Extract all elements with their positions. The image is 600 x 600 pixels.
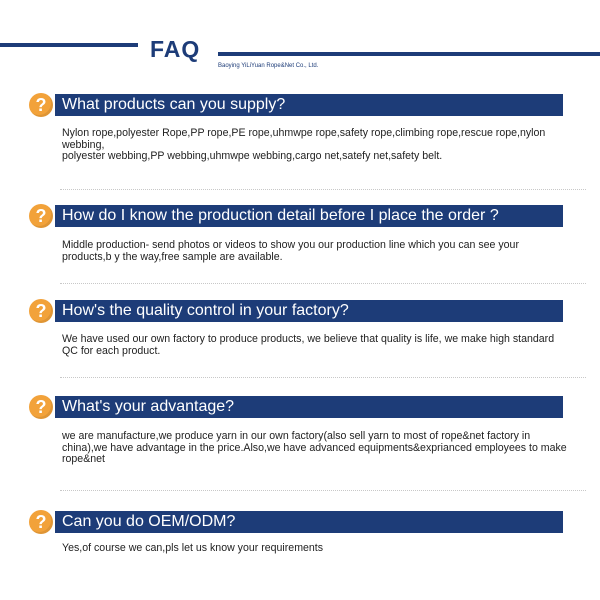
header-line-left (0, 43, 138, 47)
question-text: What's your advantage? (62, 398, 235, 415)
question-bar (55, 205, 563, 227)
question-icon: ? (29, 204, 53, 228)
page-header (0, 0, 600, 80)
answer-text (62, 128, 567, 163)
question-icon: ? (29, 510, 53, 534)
question-bar (55, 94, 563, 116)
company-name: Baoying YiLiYuan Rope&Net Co., Ltd. (218, 63, 319, 69)
question-text: Can you do OEM/ODM? (62, 513, 236, 530)
question-bar (55, 300, 563, 322)
answer-text (62, 543, 567, 555)
question-icon: ? (29, 93, 53, 117)
answer-line: polyester webbing,PP webbing,uhmwpe webbing,cargo net,satefy net,safety belt. (62, 150, 443, 162)
page-title: FAQ (150, 36, 201, 62)
answer-line: we are manufacture,we produce yarn in our own factory(also sell yarn to most of rope&net factory in china),we have advantage in the price.Also,we have advanced equipments&exprianced employees to make rope&net (62, 430, 567, 465)
answer-line: Yes,of course we can,pls let us know your requirements (62, 542, 324, 554)
answer-text (62, 431, 567, 466)
question-icon: ? (29, 395, 53, 419)
question-text: How's the quality control in your factory? (62, 302, 349, 319)
divider (60, 490, 586, 491)
answer-line: Middle production- send photos or videos to show you our production line which you can see your products,b y the way,free sample are available. (62, 239, 519, 263)
answer-line: Nylon rope,polyester Rope,PP rope,PE rope,uhmwpe rope,safety rope,climbing rope,rescue rope,nylon webbing, (62, 127, 546, 151)
answer-text (62, 240, 567, 263)
answer-text (62, 334, 567, 357)
answer-line: We have used our own factory to produce products, we believe that quality is life, we make high standard QC for each product. (62, 333, 555, 357)
question-bar (55, 396, 563, 418)
divider (60, 189, 586, 190)
divider (60, 377, 586, 378)
question-icon: ? (29, 299, 53, 323)
divider (60, 283, 586, 284)
question-text: What products can you supply? (62, 96, 286, 113)
header-line-right (218, 52, 600, 56)
question-bar (55, 511, 563, 533)
question-text: How do I know the production detail before I place the order ? (62, 207, 499, 224)
